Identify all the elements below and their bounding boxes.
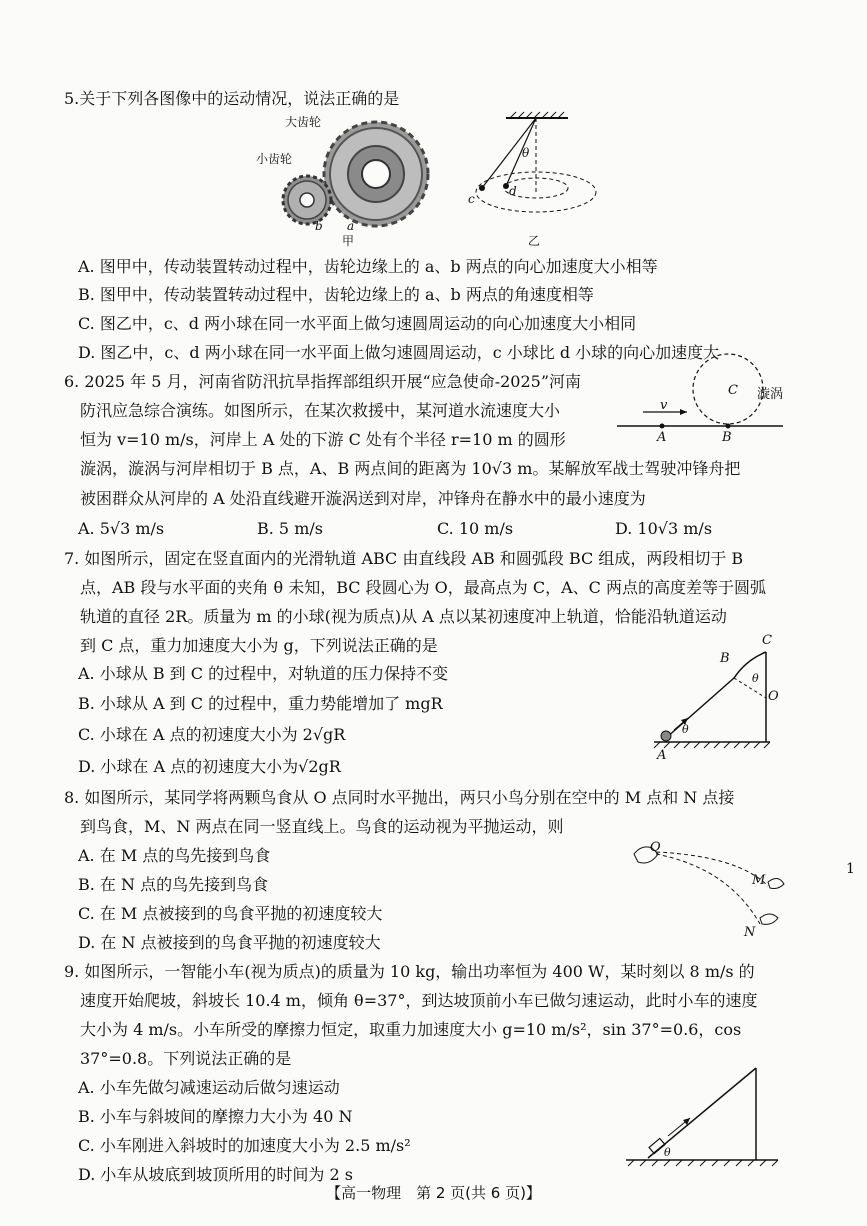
track-c-label: C bbox=[762, 633, 772, 648]
track-theta-top: θ bbox=[752, 672, 759, 685]
vortex-b-label: B bbox=[722, 430, 732, 445]
q6-line3: 恒为 v=10 m/s，河岸上 A 处的下游 C 处有个半径 r=10 m 的圆形 bbox=[80, 430, 566, 449]
q9-option-d: D. 小车从坡底到坡顶所用的时间为 2 s bbox=[78, 1165, 353, 1184]
caption-jia: 甲 bbox=[342, 234, 355, 248]
q7-line1: 7. 如图所示，固定在竖直面内的光滑轨道 ABC 由直线段 AB 和圆弧段 BC 组成，两段相切于 B bbox=[64, 549, 744, 568]
bird-m-icon bbox=[768, 878, 784, 888]
small-gear-label: 小齿轮 bbox=[256, 152, 293, 166]
q6-option-b: B. 5 m/s bbox=[257, 519, 323, 538]
q5-stem: 5.关于下列各图像中的运动情况，说法正确的是 bbox=[64, 89, 400, 108]
track-theta-bottom: θ bbox=[682, 723, 689, 736]
q8-option-c: C. 在 M 点被接到的鸟食平抛的初速度较大 bbox=[78, 904, 383, 923]
small-gear-icon bbox=[283, 176, 331, 224]
q7-option-a: A. 小球从 B 到 C 的过程中，对轨道的压力保持不变 bbox=[78, 664, 449, 683]
q7-line3: 轨道的直径 2R。质量为 m 的小球(视为质点)从 A 点以某初速度冲上轨道，恰能沿轨道运动 bbox=[80, 607, 727, 626]
q6-line4: 漩涡，漩涡与河岸相切于 B 点，A、B 两点间的距离为 10√3 m。某解放军战士驾驶冲锋舟把 bbox=[80, 459, 741, 478]
projectile-figure bbox=[628, 840, 788, 940]
q8-line2: 到鸟食，M、N 两点在同一竖直线上。鸟食的运动视为平抛运动，则 bbox=[80, 817, 564, 836]
incline-theta: θ bbox=[664, 1146, 671, 1159]
q6-line5: 被困群众从河岸的 A 处沿直线避开漩涡送到对岸，冲锋舟在静水中的最小速度为 bbox=[80, 489, 646, 508]
q9-option-c: C. 小车刚进入斜坡时的加速度大小为 2.5 m/s² bbox=[78, 1136, 411, 1155]
q5-option-b: B. 图甲中，传动装置转动过程中，齿轮边缘上的 a、b 两点的角速度相等 bbox=[78, 285, 594, 304]
q9-line1: 9. 如图所示，一智能小车(视为质点)的质量为 10 kg，输出功率恒为 400 W，某时刻以 8 m/s 的 bbox=[64, 962, 755, 981]
q5-option-a: A. 图甲中，传动装置转动过程中，齿轮边缘上的 a、b 两点的向心加速度大小相等 bbox=[78, 257, 658, 276]
car-icon bbox=[649, 1138, 665, 1153]
bird-n-icon bbox=[760, 914, 778, 924]
q7-line4: 到 C 点，重力加速度大小为 g，下列说法正确的是 bbox=[80, 636, 438, 655]
q9-option-a: A. 小车先做匀减速运动后做匀速运动 bbox=[78, 1078, 340, 1097]
q6-line2: 防汛应急综合演练。如图所示，在某次救援中，某河道水流速度大小 bbox=[80, 401, 561, 420]
projectile-o-label: O bbox=[650, 840, 661, 855]
gear-point-b: b bbox=[315, 219, 323, 233]
vortex-label: 漩涡 bbox=[757, 387, 784, 402]
pendulum-d: d bbox=[509, 184, 517, 198]
track-a-label: A bbox=[657, 748, 667, 763]
q7-option-d: D. 小球在 A 点的初速度大小为√2gR bbox=[78, 757, 341, 776]
q7-line2: 点，AB 段与水平面的夹角 θ 未知，BC 段圆心为 O，最高点为 C，A、C 两点的高度差等于圆弧 bbox=[80, 578, 767, 597]
vortex-a-label: A bbox=[657, 430, 667, 445]
pendulum-theta: θ bbox=[522, 146, 530, 160]
q6-option-a: A. 5√3 m/s bbox=[78, 519, 165, 538]
q6-option-d: D. 10√3 m/s bbox=[615, 519, 713, 538]
q6-option-c: C. 10 m/s bbox=[437, 519, 514, 538]
q9-option-b: B. 小车与斜坡间的摩擦力大小为 40 N bbox=[78, 1107, 353, 1126]
q8-option-b: B. 在 N 点的鸟先接到鸟食 bbox=[78, 875, 269, 894]
q9-line4: 37°=0.8。下列说法正确的是 bbox=[80, 1049, 292, 1068]
vortex-figure bbox=[615, 370, 785, 450]
q7-option-c: C. 小球在 A 点的初速度大小为 2√gR bbox=[78, 725, 346, 744]
incline-figure bbox=[624, 1060, 784, 1170]
projectile-n-label: N bbox=[744, 925, 756, 940]
track-o-label: O bbox=[768, 689, 779, 704]
q7-option-b: B. 小球从 A 到 C 的过程中，重力势能增加了 mgR bbox=[78, 694, 443, 713]
gear-figure bbox=[270, 110, 440, 235]
q9-line3: 大小为 4 m/s。小车所受的摩擦力恒定，取重力加速度大小 g=10 m/s²，sin 37°=0.6，cos bbox=[80, 1020, 742, 1039]
page-footer: 【高一物理 第 2 页(共 6 页)】 bbox=[326, 1184, 541, 1202]
margin-mark: 1 bbox=[846, 861, 855, 877]
gear-point-a: a bbox=[347, 219, 355, 233]
q9-line2: 速度开始爬坡，斜坡长 10.4 m，倾角 θ=37°，到达坡顶前小车已做匀速运动，此时小车的速度 bbox=[80, 991, 758, 1010]
q8-option-a: A. 在 M 点的鸟先接到鸟食 bbox=[78, 846, 271, 865]
q8-line1: 8. 如图所示，某同学将两颗鸟食从 O 点同时水平抛出，两只小鸟分别在空中的 M 点和 N 点接 bbox=[64, 788, 735, 807]
q5-option-d: D. 图乙中，c、d 两小球在同一水平面上做匀速圆周运动，c 小球比 d 小球的向心加速度大 bbox=[78, 343, 720, 362]
q5-option-c: C. 图乙中，c、d 两小球在同一水平面上做匀速圆周运动的向心加速度大小相同 bbox=[78, 314, 637, 333]
vortex-v-label: v bbox=[660, 398, 668, 413]
track-b-label: B bbox=[720, 651, 730, 666]
conical-pendulum-figure bbox=[472, 112, 602, 232]
q6-line1: 6. 2025 年 5 月，河南省防汛抗旱指挥部组织开展“应急使命-2025”河南 bbox=[64, 372, 581, 391]
pendulum-c: c bbox=[468, 192, 475, 206]
vortex-c-label: C bbox=[728, 383, 738, 398]
big-gear-icon bbox=[324, 122, 428, 226]
caption-yi: 乙 bbox=[528, 234, 541, 248]
big-gear-label: 大齿轮 bbox=[285, 115, 322, 129]
projectile-m-label: M bbox=[752, 873, 766, 888]
q8-option-d: D. 在 N 点被接到的鸟食平抛的初速度较大 bbox=[78, 933, 381, 952]
